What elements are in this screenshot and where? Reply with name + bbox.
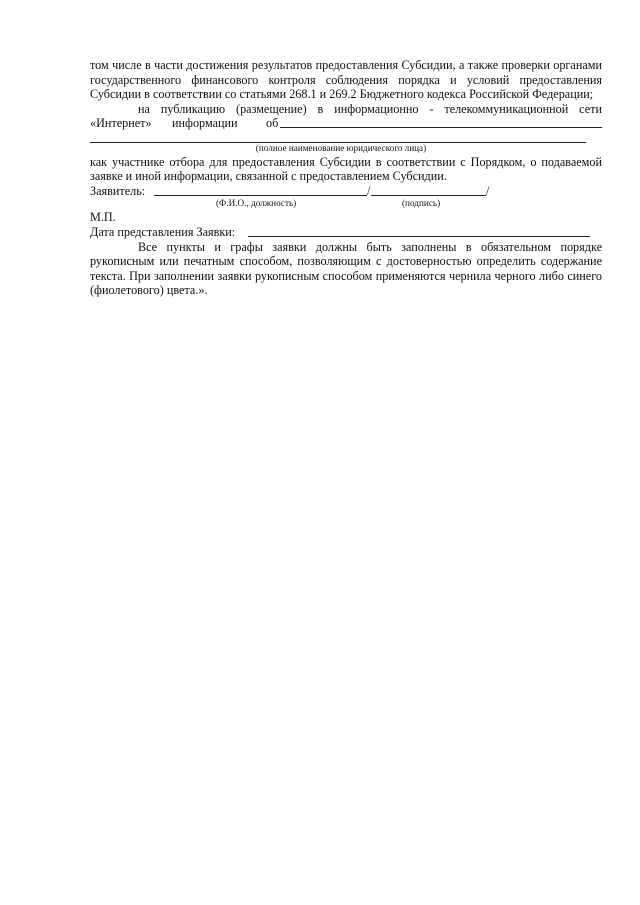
- document-body: [90, 58, 602, 298]
- date-fill-line[interactable]: [248, 225, 590, 237]
- entity-hint: (полное наименование юридического лица): [255, 142, 427, 153]
- entity-fill-line-2[interactable]: [90, 131, 586, 143]
- applicant-row: [90, 184, 602, 199]
- date-label: Дата представления Заявки:: [90, 224, 236, 239]
- entity-fill-line-1[interactable]: [280, 116, 602, 128]
- applicant-label: Заявитель:: [90, 183, 146, 198]
- entity-fill-row: [90, 131, 602, 146]
- paragraph-participant: как участнике отбора для предоставления Субсидии в соответствии с Порядком, о подаваемой заявке и иной информации, связанной с предоставлением Субсидии.: [90, 154, 602, 184]
- paragraph-publication-line1: на публикацию (размещение) в информационно - телекоммуникационной сети: [138, 101, 602, 116]
- applicant-signature-line[interactable]: [371, 184, 486, 196]
- signature-hint: (подпись): [402, 198, 441, 209]
- paragraph-final-instructions: Все пункты и графы заявки должны быть заполнены в обязательном порядке рукописным или печатным способом, позволяющим с достоверностью определить содержание текста. При заполнении заявки рукописным способом применяются чернила черного либо синего (фиолетового) цвета.».: [90, 239, 602, 298]
- information-word: информации: [172, 116, 238, 131]
- paragraph-publication-line2: [90, 116, 602, 131]
- ob-word: об: [266, 116, 279, 131]
- stamp-place: М.П.: [90, 210, 116, 225]
- internet-word: «Интернет»: [90, 116, 152, 131]
- slash-2: /: [486, 183, 490, 198]
- slash-1: /: [367, 183, 371, 198]
- date-row: [90, 225, 602, 240]
- applicant-name-line[interactable]: [154, 184, 367, 196]
- paragraph-control: том числе в части достижения результатов предоставления Субсидии, а также проверки органами государственного финансового контроля соблюдения порядка и условий предоставления Субсидии в соответствии со статьями 268.1 и 269.2 Бюджетного кодекса Российской Федерации;: [90, 58, 602, 102]
- applicant-hints: [90, 198, 602, 210]
- fio-hint: (Ф.И.О., должность): [216, 198, 297, 209]
